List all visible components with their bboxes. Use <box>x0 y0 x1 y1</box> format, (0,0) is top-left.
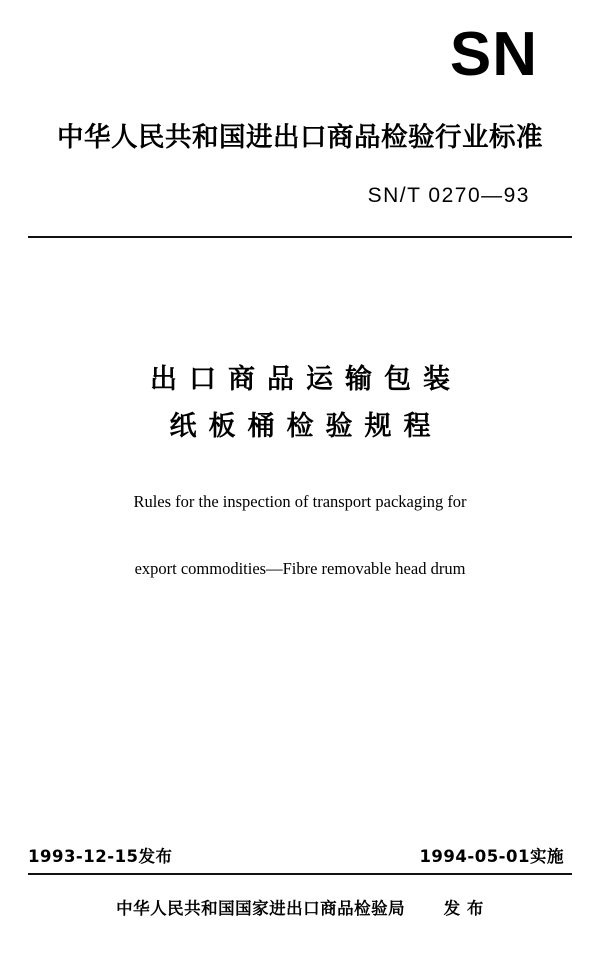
publisher-name: 中华人民共和国国家进出口商品检验局 <box>116 899 406 918</box>
title-chinese-line-1: 出口商品运输包装 <box>150 363 462 395</box>
standard-cover-page <box>0 20 600 953</box>
publisher-action: 发 布 <box>443 899 484 918</box>
standard-number: SN/T 0270—93 <box>367 183 530 207</box>
publisher-line <box>28 895 572 919</box>
title-block <box>28 356 572 584</box>
title-chinese-line-2: 纸板桶检验规程 <box>169 411 443 443</box>
effective-date: 1994-05-01实施 <box>419 847 564 866</box>
footer-block <box>28 843 572 919</box>
header-divider <box>28 236 572 238</box>
date-row <box>28 843 572 873</box>
footer-divider <box>28 873 572 875</box>
issue-date: 1993-12-15发布 <box>28 847 173 866</box>
title-english-line-2: export commodities—Fibre removable head drum <box>134 559 466 579</box>
sn-logo: SN <box>449 20 538 89</box>
title-english-line-1: Rules for the inspection of transport packaging for <box>133 492 467 512</box>
issuing-organization: 中华人民共和国进出口商品检验行业标准 <box>57 121 543 153</box>
